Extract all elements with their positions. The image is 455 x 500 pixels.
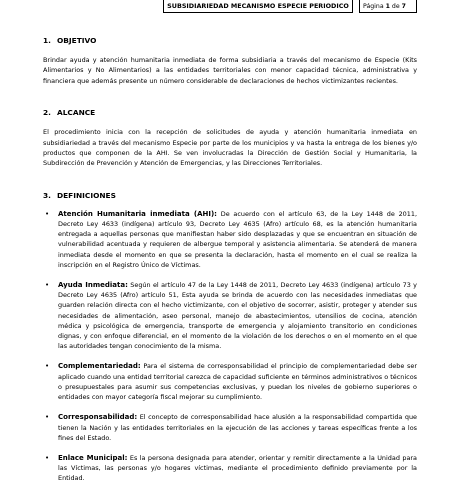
section-title: ALCANCE bbox=[57, 108, 96, 118]
definition-term: Enlace Municipal: bbox=[58, 453, 128, 462]
definition-term: Atención Humanitaria inmediata (AHI): bbox=[58, 209, 217, 218]
section-heading-objetivo bbox=[43, 36, 417, 45]
definition-item bbox=[43, 209, 417, 270]
bullet-icon: • bbox=[45, 413, 50, 422]
bullet-icon: • bbox=[45, 453, 50, 462]
section-heading-definiciones bbox=[43, 191, 417, 200]
section-number: 3. bbox=[43, 190, 51, 200]
definition-text: El concepto de corresponsabilidad hace alusión a la responsabilidad compartida que tienen la Nación y las entidades territoriales en la ejecución de las acciones y tareas específicas frente a los fines del Estado. bbox=[58, 413, 417, 442]
section-number: 1. bbox=[43, 36, 51, 45]
section-title: OBJETIVO bbox=[57, 36, 97, 45]
page-of: de bbox=[391, 2, 400, 10]
definition-text: De acuerdo con el artículo 63, de la Ley 1448 de 2011, Decreto Ley 4633 (indígena) artículo 93, Decreto Ley 4635 (Afro) artículo 68, es la atención humanitaria entregada a aquellas personas que manifiestan haber sido desplazadas y que se encuentran en situación de vulnerabilidad acentuada y requieren de albergue temporal y asistencia alimentaria. Se atenderá de manera inmediata desde el momento en que se presenta la declaración, hasta el momento en el cual se realiza la inscripción en el Registro Único de Víctimas. bbox=[58, 209, 417, 269]
page-word: Página bbox=[363, 2, 384, 10]
definition-term: Ayuda Inmediata: bbox=[58, 281, 128, 290]
bullet-icon: • bbox=[45, 362, 50, 371]
page-total: 7 bbox=[401, 2, 406, 10]
section-number: 2. bbox=[43, 108, 51, 118]
alcance-paragraph: El procedimiento inicia con la recepción de solicitudes de ayuda y atención humanitaria inmediata en subsidiariedad a través del mecanismo Especie por parte de los municipios y va hasta la entrega de los bienes y/o productos que componen de la AHI. Se ven involucradas la Dirección de Gestión Social y Humanitaria, la Subdirección de Prevención y Atención de Emergencias, y las Direcciones Territoriales. bbox=[43, 128, 417, 168]
definition-item bbox=[43, 453, 417, 484]
page-current: 1 bbox=[385, 2, 390, 10]
definition-text: Para el sistema de corresponsabilidad el principio de complementariedad debe ser aplicado cuando una entidad territorial carezca de capacidad suficiente en términos administrativos o técnicos o presupuestales para asumir sus competencias exclusivas, y puedan los niveles de gobierno superiores o entidades con mayor categoría fiscal mejorar su cumplimiento. bbox=[58, 362, 417, 402]
definition-term: Corresponsabilidad: bbox=[58, 413, 138, 422]
page-number-box bbox=[359, 0, 417, 13]
definition-text: Según el artículo 47 de la Ley 1448 de 2011, Decreto Ley 4633 (indígena) artículo 73 y Decreto Ley 4635 (Afro) artículo 51, Esta ayuda se brinda de acuerdo con las necesidades inmediatas que guarden relación directa con el hecho victimizante, con el objetivo de socorrer, asistir, proteger y atender sus necesidades de alimentación, aseo personal, manejo de abastecimientos, utensilios de cocina, atención médica y psicológica de emergencia, transporte de emergencia y alojamiento transitorio en condiciones dignas, y con enfoque diferencial, en el momento de la violación de los derechos o en el momento en el que las autoridades tengan conocimiento de la misma. bbox=[58, 281, 417, 351]
definition-item bbox=[43, 280, 417, 351]
definition-item bbox=[43, 361, 417, 402]
bullet-icon: • bbox=[45, 209, 50, 218]
section-title: DEFINICIONES bbox=[57, 190, 116, 200]
document-body bbox=[43, 36, 417, 484]
document-title-box bbox=[163, 0, 353, 13]
definitions-list bbox=[43, 209, 417, 484]
bullet-icon: • bbox=[45, 281, 50, 290]
objetivo-paragraph: Brindar ayuda y atención humanitaria inmediata de forma subsidiaria a través del mecanismo de Especie (Kits Alimentarios y No Alimentarios) a las entidades territoriales con menor capacidad técnica, administrativa y financiera que además presente un número considerable de declaraciones de hechos victimizantes recientes. bbox=[43, 56, 417, 85]
definition-text: Es la persona designada para atender, orientar y remitir directamente a la Unidad para las Víctimas, las personas y/o hogares víctimas, mediante el procedimiento definido previamente por la Entidad. bbox=[58, 453, 417, 483]
definition-term: Complementariedad: bbox=[58, 362, 141, 371]
section-heading-alcance bbox=[43, 108, 417, 117]
definition-item bbox=[43, 412, 417, 443]
document-title: SUBSIDIARIEDAD MECANISMO ESPECIE PERIODICO bbox=[167, 2, 349, 10]
document-header bbox=[163, 0, 417, 13]
